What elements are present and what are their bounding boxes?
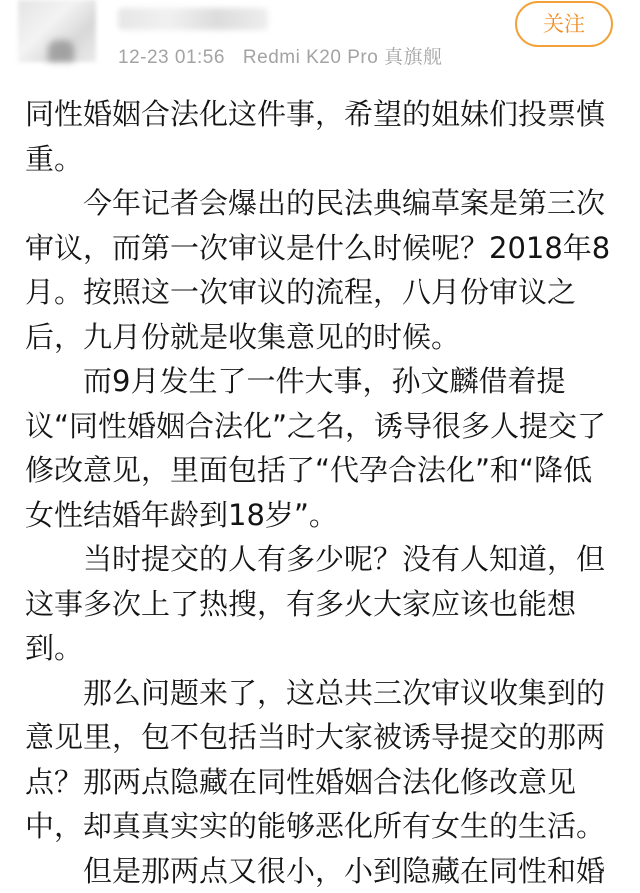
post-header xyxy=(0,0,640,90)
paragraph: 当时提交的人有多少呢？没有人知道，但这事多次上了热搜，有多火大家应该也能想到。 xyxy=(25,537,617,671)
paragraph: 但是那两点又很小，小到隐藏在同性和婚 xyxy=(25,849,617,893)
avatar[interactable] xyxy=(18,0,96,62)
follow-button[interactable]: 关注 xyxy=(515,1,613,47)
paragraph: 今年记者会爆出的民法典编草案是第三次审议，而第一次审议是什么时候呢？2018年8月。按照这一次审议的流程，八月份审议之后，九月份就是收集意见的时候。 xyxy=(25,181,617,359)
post-device: Redmi K20 Pro 真旗舰 xyxy=(243,47,443,68)
post-meta xyxy=(118,42,443,69)
paragraph: 那么问题来了，这总共三次审议收集到的意见里，包不包括当时大家被诱导提交的那两点？那两点隐藏在同性婚姻合法化修改意见中，却真真实实的能够恶化所有女生的生活。 xyxy=(25,671,617,849)
username[interactable] xyxy=(118,8,268,30)
post-timestamp: 12-23 01:56 xyxy=(118,47,225,68)
paragraph: 同性婚姻合法化这件事，希望的姐妹们投票慎重。 xyxy=(25,92,617,181)
post-body xyxy=(25,92,617,893)
paragraph: 而9月发生了一件大事，孙文麟借着提议“同性婚姻合法化”之名，诱导很多人提交了修改意见，里面包括了“代孕合法化”和“降低女性结婚年龄到18岁”。 xyxy=(25,359,617,537)
